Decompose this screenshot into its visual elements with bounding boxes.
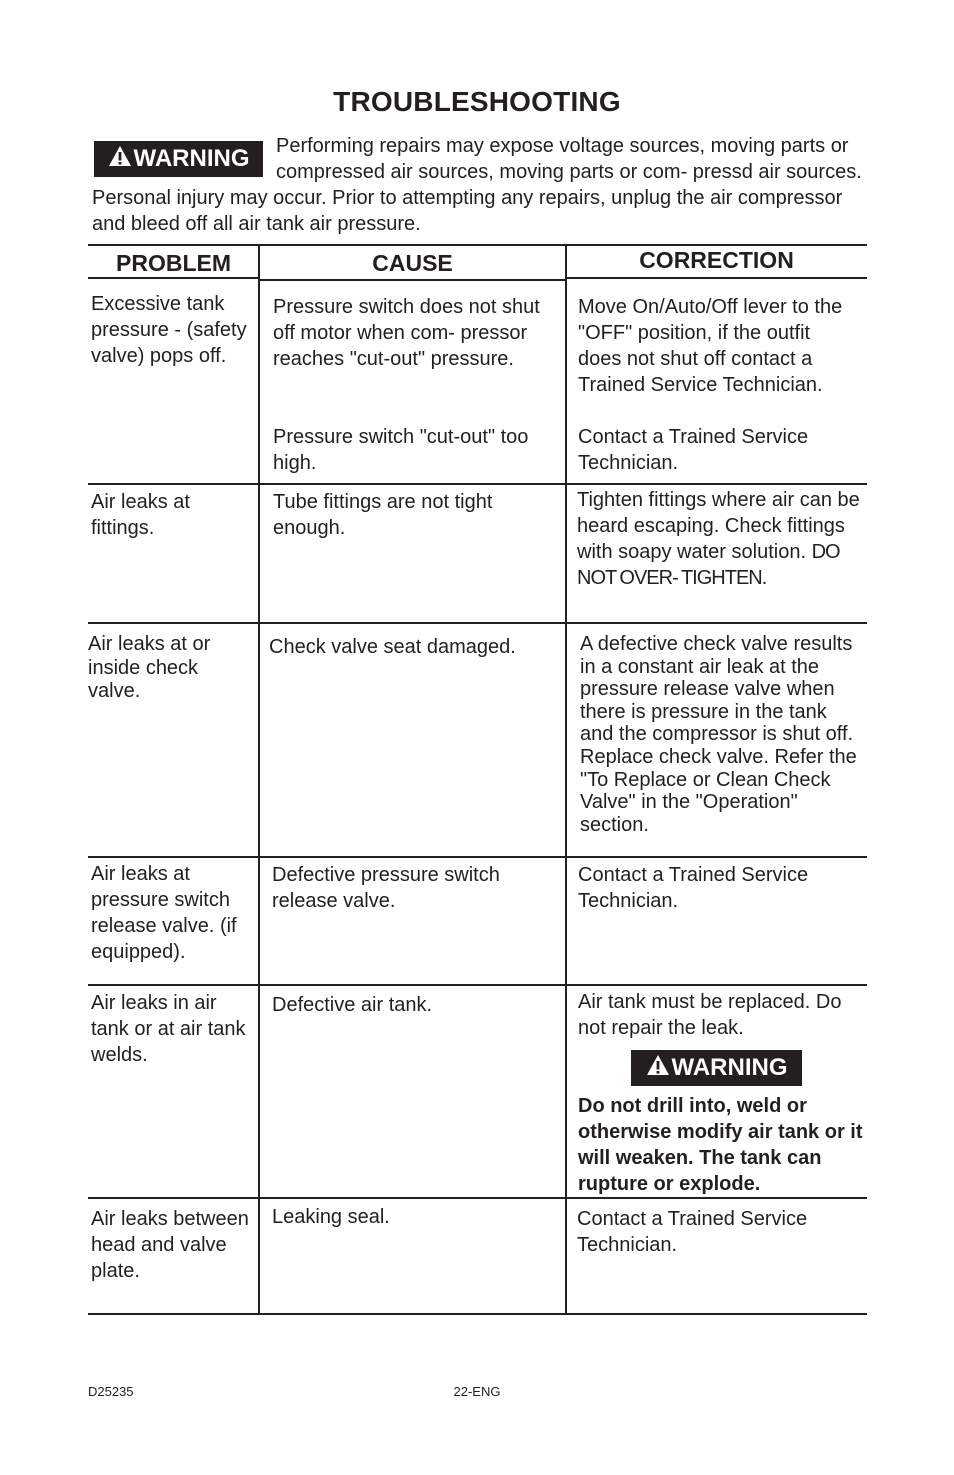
row6-cause: Leaking seal. [272, 1206, 390, 1228]
warning-intro-text [92, 133, 862, 237]
page-title: TROUBLESHOOTING [333, 86, 621, 117]
row3-problem: Air leaks at or inside check valve. [88, 633, 211, 702]
tank-warning-label: WARNING [671, 1054, 788, 1081]
row1-cause-1: Pressure switch does not shut off motor when com- pressor reaches "cut-out" pressure. [273, 296, 540, 370]
row-divider [88, 483, 867, 485]
header-rule-problem [88, 277, 259, 279]
row1-problem: Excessive tank pressure - (safety valve) pops off. [91, 293, 247, 367]
row2-cause: Tube fittings are not tight enough. [273, 491, 493, 539]
row6-correction: Contact a Trained Service Technician. [577, 1208, 808, 1256]
tank-warning-badge [631, 1050, 802, 1086]
row-divider [88, 1197, 867, 1199]
table-top-rule [88, 244, 867, 246]
row4-problem: Air leaks at pressure switch release valve. (if equipped). [91, 863, 237, 963]
table-bottom-rule [88, 1313, 867, 1315]
row4-cause: Defective pressure switch release valve. [272, 864, 500, 912]
row2-problem: Air leaks at fittings. [91, 491, 190, 539]
warning-triangle-icon [646, 1054, 670, 1083]
page-number: 22-ENG [453, 1384, 501, 1399]
row1-correction-2: Contact a Trained Service Technician. [578, 426, 809, 474]
row1-cause-2: Pressure switch "cut-out" too high. [273, 426, 529, 474]
row3-cause: Check valve seat damaged. [269, 636, 516, 658]
tank-warning-text: Do not drill into, weld or otherwise modify air tank or it will weaken. The tank can rupture or explode. [578, 1095, 863, 1195]
row2-correction-text: Tighten fittings where air can be heard escaping. Check fittings with soapy water solution. [577, 489, 860, 563]
doc-number: D25235 [88, 1384, 134, 1399]
header-cause: CAUSE [372, 250, 453, 276]
row-divider [88, 622, 867, 624]
row5-cause: Defective air tank. [272, 994, 433, 1016]
row2-correction [577, 487, 862, 591]
column-divider [258, 244, 260, 1315]
row5-problem: Air leaks in air tank or at air tank welds. [91, 992, 246, 1066]
row-divider [88, 856, 867, 858]
row-divider [88, 984, 867, 986]
warning-intro-body: Performing repairs may expose voltage sources, moving parts or compressed air sources, moving parts or com- pressd air sources. Personal injury may occur. Prior to attempting any repairs, unplug the air compressor and bleed off all air tank air pressure. [92, 135, 862, 235]
row1-correction-1: Move On/Auto/Off lever to the "OFF" position, if the outfit does not shut off contact a Trained Service Technician. [578, 296, 843, 396]
row6-problem: Air leaks between head and valve plate. [91, 1208, 249, 1282]
header-rule-correction [566, 277, 867, 279]
header-problem: PROBLEM [116, 250, 231, 276]
row2-correction-caps: DO NOT OVER- TIGHTEN. [577, 541, 840, 589]
warning-label: WARNING [133, 145, 250, 172]
column-divider [565, 244, 567, 1315]
row4-correction: Contact a Trained Service Technician. [578, 864, 809, 912]
header-correction: CORRECTION [639, 247, 794, 273]
row5-correction: Air tank must be replaced. Do not repair the leak. [578, 991, 842, 1039]
row3-correction: A defective check valve results in a constant air leak at the pressure release valve when there is pressure in the tank and the compressor is shut off. Replace check valve. Refer the "To Replace or Clean Check Valve" in the "Operation" section. [580, 633, 857, 836]
header-rule-cause [259, 279, 566, 281]
